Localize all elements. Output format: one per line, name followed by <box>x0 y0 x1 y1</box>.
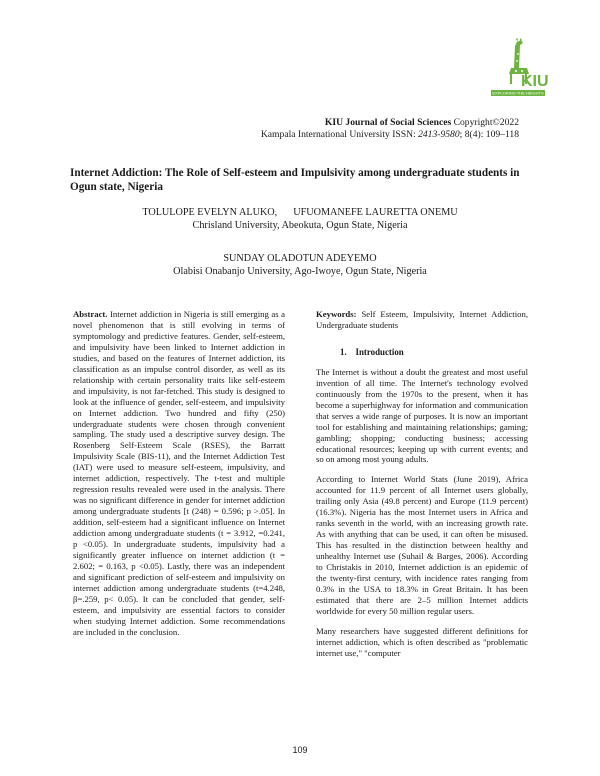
paper-title: Internet Addiction: The Role of Self-esteem and Impulsivity among undergraduate students in Ogun state, Nigeria <box>70 167 520 193</box>
journal-volume: ; 8(4): 109–118 <box>459 129 519 140</box>
author-names <box>70 207 530 220</box>
page-number: 109 <box>292 745 308 755</box>
logo-wordmark: KIU <box>521 73 549 90</box>
keywords <box>316 309 528 331</box>
journal-line-1 <box>261 117 519 129</box>
keywords-label: Keywords: <box>316 309 357 319</box>
logo-tagline: EXPLORING THE HEIGHTS <box>492 90 544 96</box>
keywords-text: Self Esteem, Impulsivity, Internet Addiction, Undergraduate students <box>316 309 528 330</box>
right-column <box>316 309 528 659</box>
intro-paragraph-1: The Internet is without a doubt the greatest and most useful invention of all time. The Internet's technology evolved continuously from the 1970s to the present, when it has become a superhighway for information and communication that serves a wide range of purposes. It is now an important tool for establishing and maintaining relationships; gaming; gambling; shopping; conducting business; accessing educational resources; keeping up with current events; and so on among most young adults. <box>316 366 528 465</box>
abstract-label: Abstract. <box>73 309 108 319</box>
intro-paragraph-2: According to Internet World Stats (June 2019), Africa accounted for 11.9 percent of all Internet users globally, trailing only Asia (49.8 percent) and Europe (11.9 percent) (16.3%). Nigeria has the most Internet users in Africa and ranks seventh in the world, with an increasing growth rate. As with anything that can be used, it can often be misused. This has resulted in the distinction between healthy and unhealthy Internet use (Suhail & Barges, 2006). According to Christakis in 2010, Internet addiction is an epidemic of the twenty-first century, with incidence rates ranging from 0.3% in the USA to 18.3% in Great Britain. It has been estimated that there are 2–5 million Internet addicts worldwide for every 50 million regular users. <box>316 474 528 616</box>
journal-copyright: Copyright©2022 <box>453 117 519 128</box>
left-column <box>73 309 285 638</box>
journal-name: KIU Journal of Social Sciences <box>324 117 452 128</box>
section-number: 1. <box>340 346 347 357</box>
abstract-text: Internet addiction in Nigeria is still emerging as a novel phenomenon that is still evolving in terms of symptomology and predictive features. Gender, self-esteem, and impulsivity have been linked to Internet addiction in studies, and based on the features of Internet addiction, its classification as an impulse control disorder, as well as its relationship with certain personality traits like self-esteem and impulsivity, is not far-fetched. This study is designed to look at the influence of gender, self-esteem, and impulsivity on Internet addiction. Two hundred and fifty (250) undergraduate students were chosen through convenient sampling. The study used a descriptive survey design. The Rosenberg Self-Esteem Scale (RSES), the Barratt Impulsivity Scale (BIS-11), and the Internet Addiction Test (IAT) were used to measure self-esteem, impulsivity, and internet addiction, respectively. The t-test and multiple regression results revealed were used in the analysis. There was no significant difference in gender for internet addiction among undergraduate students [t (248) = 0.596; p >.05]. In addition, self-esteem had a significant influence on Internet addiction among undergraduate students (t = 3.912, =0.241, p <0.05). In undergraduate students, impulsivity had a significantly greater influence on internet addiction (t = 2.602; = 0.163, p <0.05). Lastly, there was an independent and significant prediction of self-esteem and impulsivity on internet addiction among undergraduate students (t=4.248, β=.259, p< 0.05). It can be concluded that gender, self-esteem, and impulsivity are essential factors to consider when studying Internet addiction. Some recommendations are included in the conclusion. <box>73 309 285 637</box>
kiu-logo <box>487 38 549 104</box>
author-onemu: UFUOMANEFE LAURETTA ONEMU <box>293 207 458 218</box>
journal-issn: 2413-9580 <box>418 129 460 140</box>
author-block-1 <box>70 207 530 232</box>
journal-publisher: Kampala International University ISSN: <box>260 129 419 140</box>
abstract <box>73 309 285 638</box>
journal-info <box>261 117 519 141</box>
journal-line-2 <box>261 129 519 141</box>
section-title: Introduction <box>355 346 404 357</box>
author-block-2 <box>70 253 530 278</box>
giraffe-logo-icon <box>487 38 549 104</box>
affiliation-olabisi: Olabisi Onabanjo University, Ago-Iwoye, Ogun State, Nigeria <box>173 265 427 277</box>
author-aluko: TOLULOPE EVELYN ALUKO, <box>142 207 278 218</box>
intro-paragraph-3: Many researchers have suggested different definitions for internet addiction, which is often described as "problematic internet use," "computer <box>316 625 528 658</box>
section-heading-introduction <box>340 347 528 358</box>
author-adeyemo: SUNDAY OLADOTUN ADEYEMO <box>223 253 377 264</box>
affiliation-chrisland: Chrisland University, Abeokuta, Ogun State, Nigeria <box>192 219 408 231</box>
